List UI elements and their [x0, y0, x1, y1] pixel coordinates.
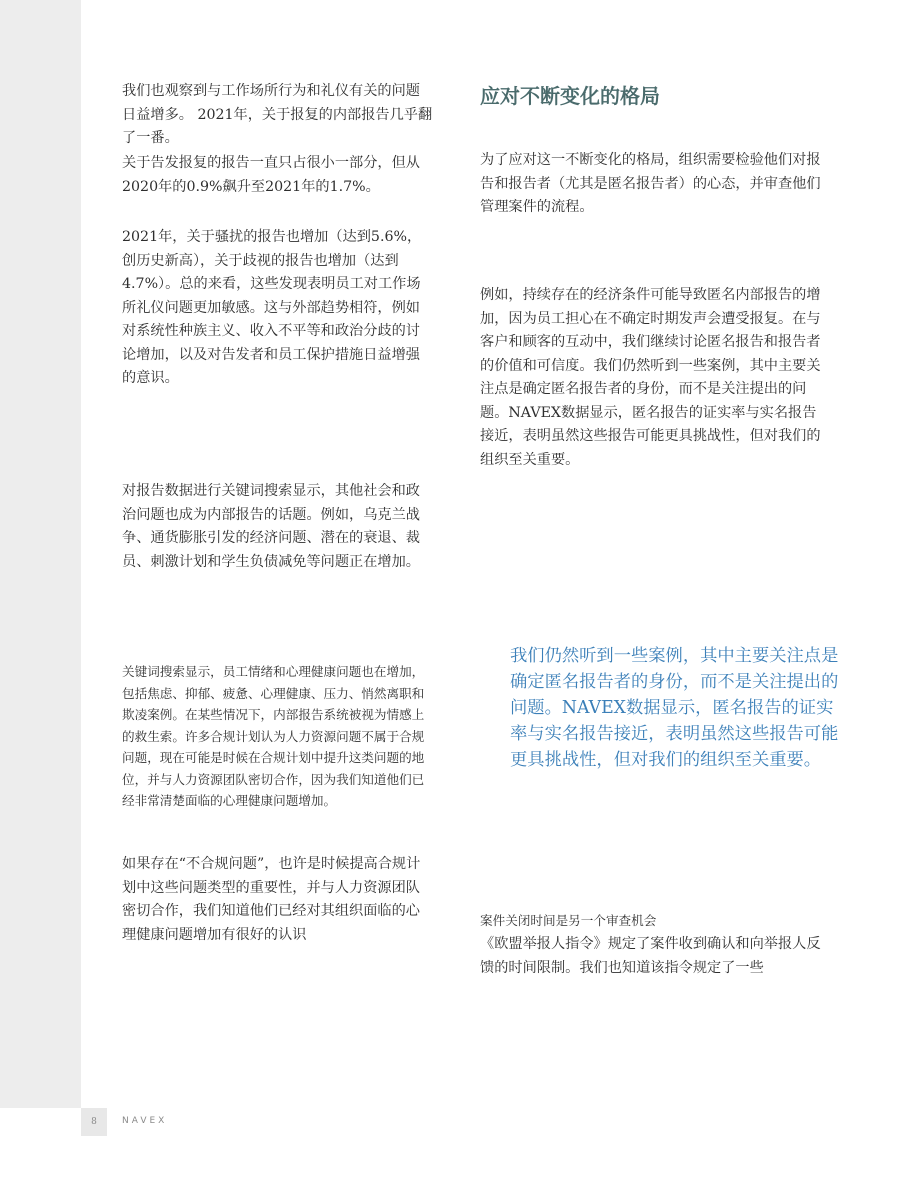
right-paragraph-3: 《欧盟举报人指令》规定了案件收到确认和向举报人反馈的时间限制。我们也知道该指令规定了一些: [480, 936, 821, 976]
left-paragraph-5: 关键词搜索显示，员工情绪和心理健康问题也在增加，包括焦虑、抑郁、疲惫、心理健康、压力、悄然离职和欺凌案例。在某些情况下，内部报告系统被视为情感上的救生索。许多合规计划认为人力资源问题不属于合规问题，现在可能是时候在合规计划中提升这类问题的地位，并与人力资源团队密切合作，因为我们知道他们已经非常清楚面临的心理健康问题增加。: [122, 664, 425, 808]
left-paragraph-1: 我们也观察到与工作场所行为和礼仪有关的问题日益增多。 2021年，关于报复的内部报告几乎翻了一番。: [122, 83, 433, 146]
right-paragraph-2: 例如，持续存在的经济条件可能导致匿名内部报告的增加，因为员工担心在不确定时期发声会遭受报复。在与客户和顾客的互动中，我们继续讨论匿名报告和报告者的价值和可信度。我们仍然听到一些案例，其中主要关注点是确定匿名报告者的身份，而不是关注提出的问题。NAVEX数据显示，匿名报告的证实率与实名报告接近，表明虽然这些报告可能更具挑战性，但对我们的组织至关重要。: [480, 287, 821, 468]
left-paragraph-2: 关于告发报复的报告一直只占很小一部分，但从2020年的0.9%飙升至2021年的1.7%。: [122, 155, 420, 195]
pull-quote: 我们仍然听到一些案例，其中主要关注点是确定匿名报告者的身份，而不是关注提出的问题。NAVEX数据显示，匿名报告的证实率与实名报告接近，表明虽然这些报告可能更具挑战性，但对我们的组织至关重要。: [510, 646, 839, 770]
left-paragraph-3: 2021年，关于骚扰的报告也增加（达到5.6%，创历史新高），关于歧视的报告也增加（达到4.7%）。总的来看，这些发现表明员工对工作场所礼仪问题更加敏感。这与外部趋势相符，例如对系统性种族主义、收入不平等和政治分歧的讨论增加，以及对告发者和员工保护措施日益增强的意识。: [122, 229, 422, 386]
right-paragraph-1: 为了应对这一不断变化的格局，组织需要检验他们对报告和报告者（尤其是匿名报告者）的心态，并审查他们管理案件的流程。: [480, 152, 821, 215]
section-heading: 应对不断变化的格局: [480, 84, 660, 108]
brand-wordmark: NAVEX: [122, 1116, 168, 1126]
side-margin-band: [0, 0, 81, 1108]
page-footer: [81, 1108, 920, 1191]
left-paragraph-6: 如果存在“不合规问题”，也许是时候提高合规计划中这些问题类型的重要性，并与人力资源团队密切合作，我们知道他们已经对其组织面临的心理健康问题增加有很好的认识: [122, 856, 421, 943]
page-number: 8: [81, 1108, 107, 1136]
sub-heading: 案件关闭时间是另一个审查机会: [480, 913, 657, 928]
left-paragraph-4: 对报告数据进行关键词搜索显示，其他社会和政治问题也成为内部报告的话题。例如，乌克兰战争、通货膨胀引发的经济问题、潜在的衰退、裁员、刺激计划和学生负债减免等问题正在增加。: [122, 483, 420, 570]
